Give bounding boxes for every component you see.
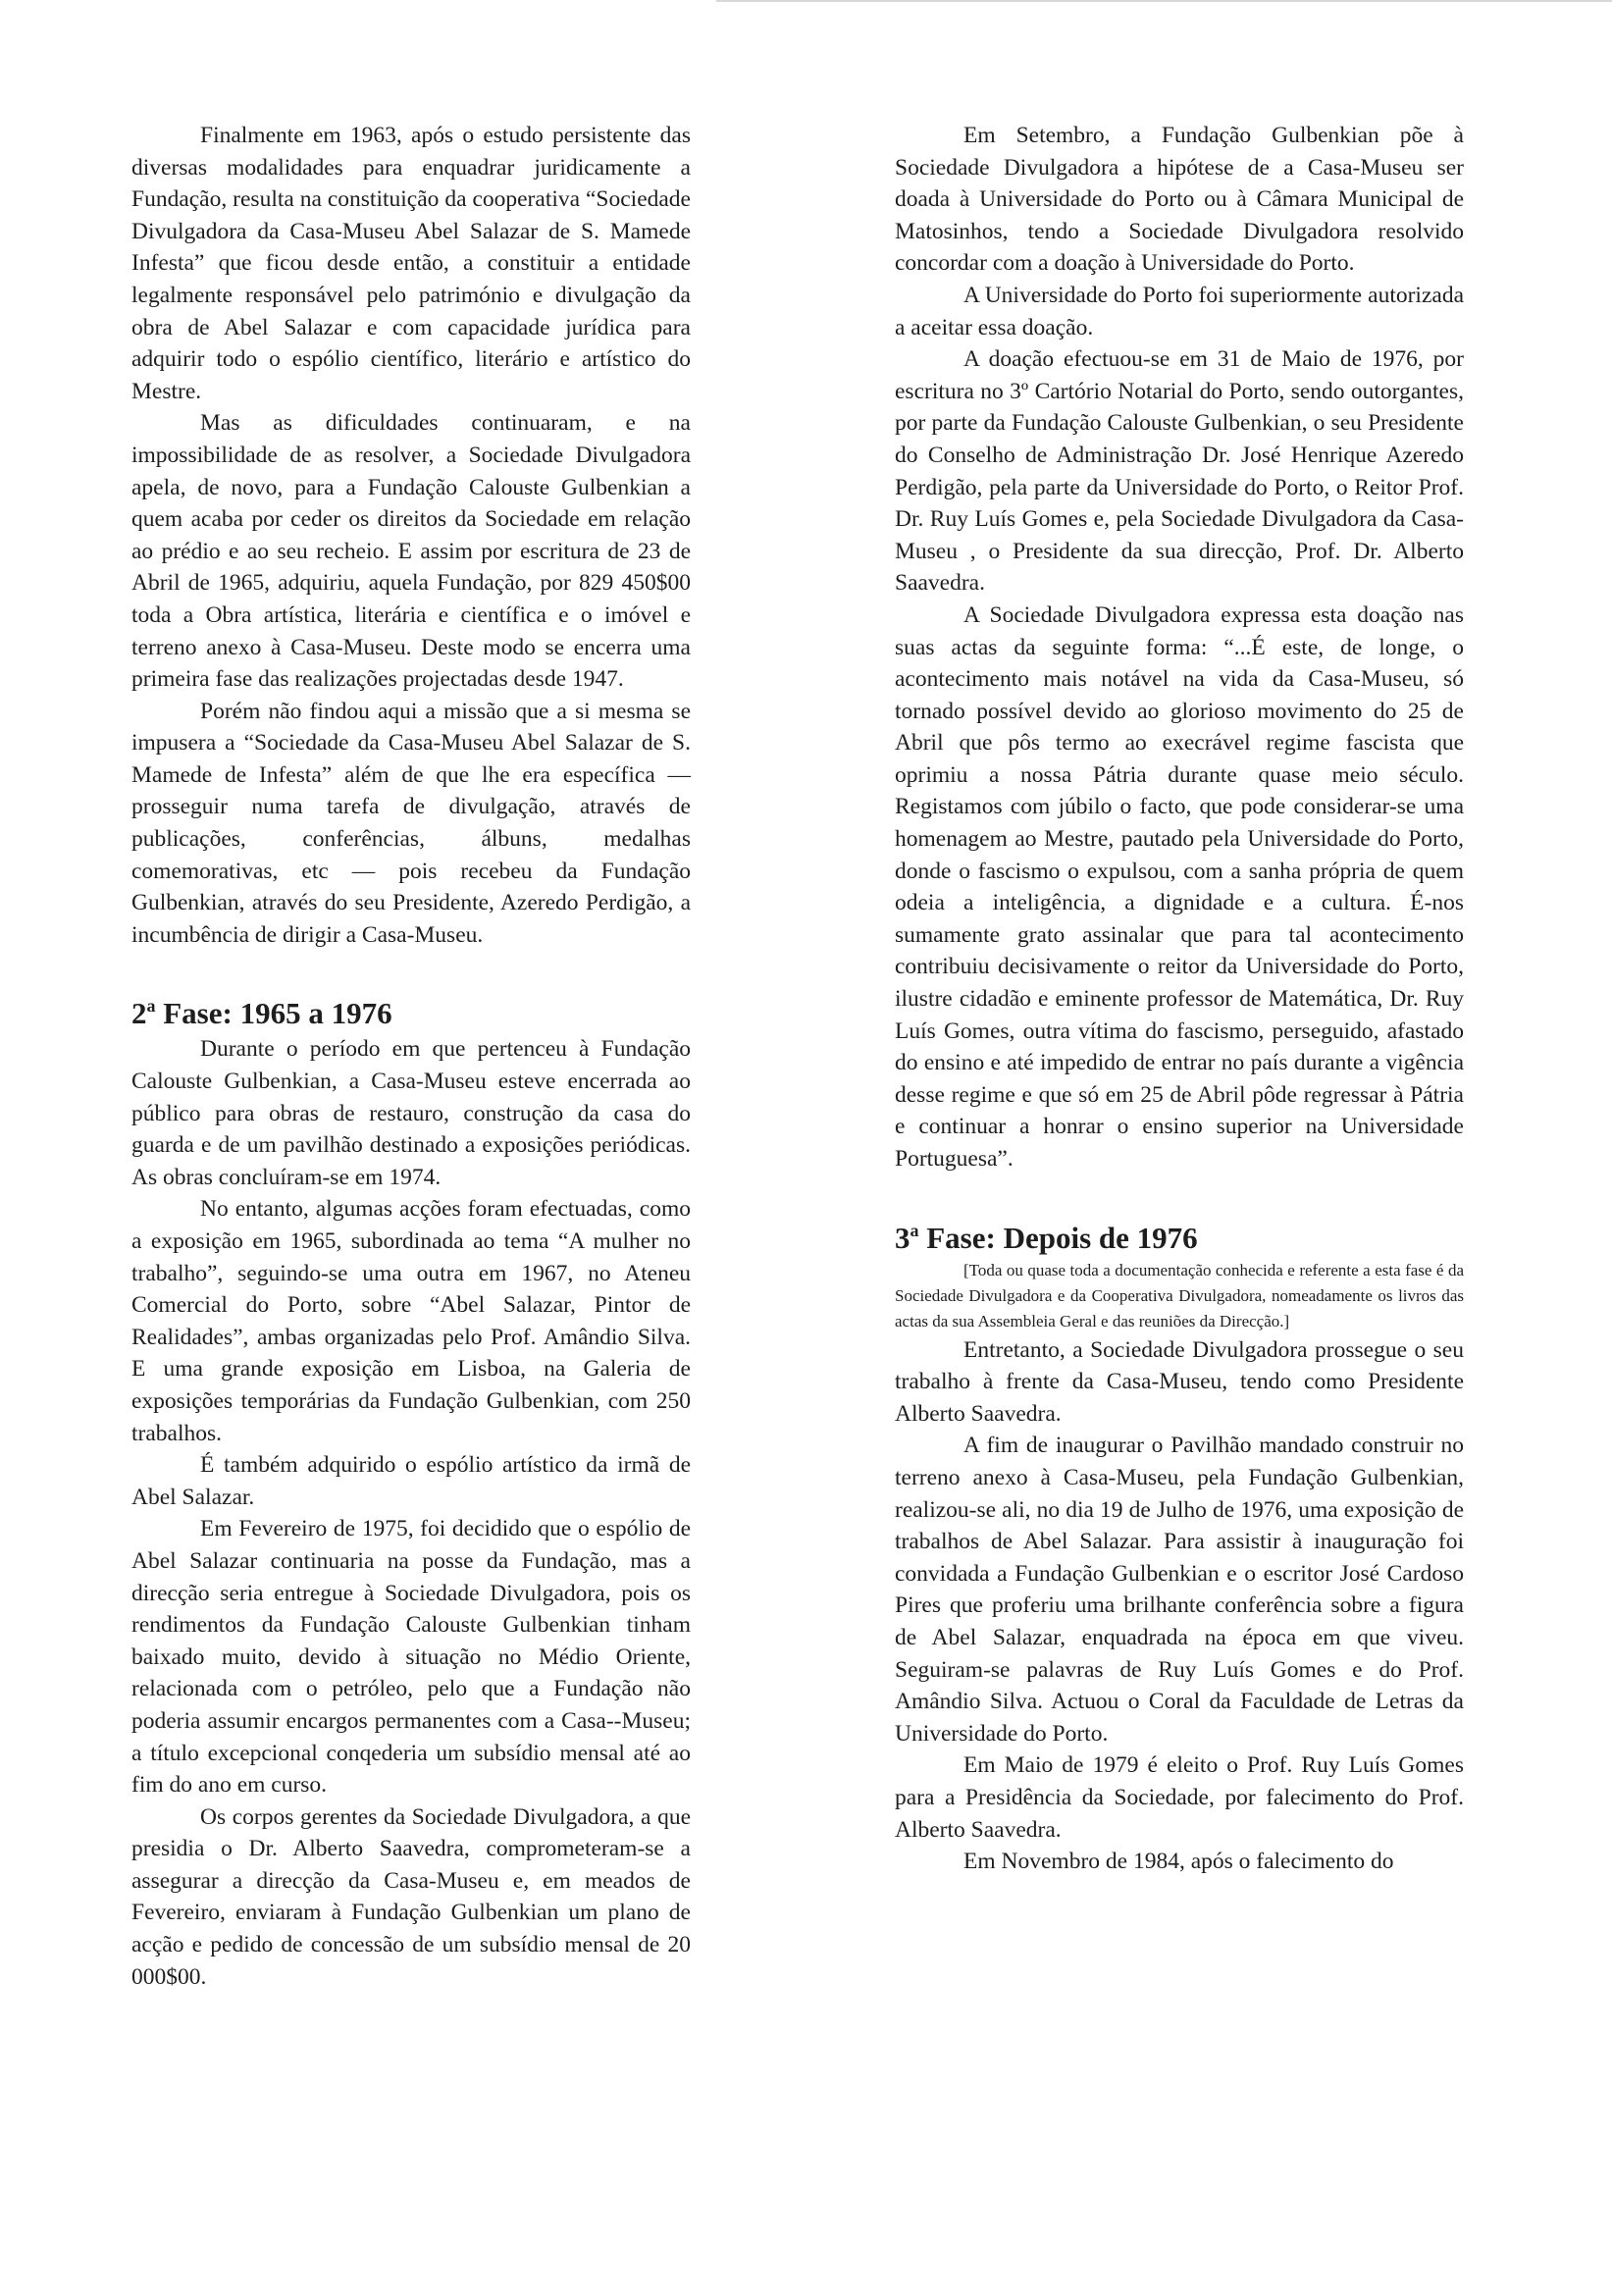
paragraph: Porém não findou aqui a missão que a si mesma se impusera a “Sociedade da Casa-Museu Abel Salazar de S. Mamede de Infesta” além de que lhe era específica — prosseguir numa tarefa de divulgação, através de publicações, conferências, álbuns, medalhas comemorativas, etc — pois recebeu da Fundação Gulbenkian, através do seu Presidente, Azeredo Perdigão, a incumbência de dirigir a Casa-Museu. [131, 698, 691, 948]
section-heading-fase-3 [895, 1211, 1464, 1258]
paragraph: Finalmente em 1963, após o estudo persistente das diversas modalidades para enquadrar juridicamente a Fundação, resulta na constituição da cooperativa “Sociedade Divulgadora da Casa-Museu Abel Salazar de S. Mamede Infesta” que ficou desde então, a constituir a entidade legalmente responsável pelo património e divulgação da obra de Abel Salazar e com capacidade jurídica para adquirir todo o espólio científico, literário e artístico do Mestre. [131, 123, 691, 404]
section-note: [Toda ou quase toda a documentação conhecida e referente a esta fase é da Sociedade Divulgadora e da Cooperativa Divulgadora, nomeadamente os livros das actas da sua Assembleia Geral e das reuniões da Direcção.] [895, 1260, 1464, 1331]
paragraph: Durante o período em que pertenceu à Fundação Calouste Gulbenkian, a Casa-Museu esteve encerrada ao público para obras de restauro, construção da casa do guarda e de um pavilhão destinado a exposições periódicas. As obras concluíram-se em 1974. [131, 1036, 691, 1190]
paragraph: Entretanto, a Sociedade Divulgadora prossegue o seu trabalho à frente da Casa-Museu, tendo como Presidente Alberto Saavedra. [895, 1336, 1464, 1427]
heading-ordinal: a [146, 996, 156, 1017]
paragraph: A Universidade do Porto foi superiormente autorizada a aceitar essa doação. [895, 282, 1464, 340]
paragraph: É também adquirido o espólio artístico da irmã de Abel Salazar. [131, 1452, 691, 1510]
heading-number: 2 [131, 996, 147, 1031]
heading-text: Fase: 1965 a 1976 [155, 996, 392, 1031]
heading-number: 3 [895, 1220, 910, 1255]
section-heading-fase-2 [131, 986, 691, 1033]
paragraph: Mas as dificuldades continuaram, e na impossibilidade de as resolver, a Sociedade Divulgadora apela, de novo, para a Fundação Calouste Gulbenkian a quem acaba por ceder os direitos da Sociedade em relação ao prédio e ao seu recheio. E assim por escritura de 23 de Abril de 1965, adquiriu, aquela Fundação, por 829 450$00 toda a Obra artística, literária e científica e o imóvel e terreno anexo à Casa-Museu. Deste modo se encerra uma primeira fase das realizações projectadas desde 1947. [131, 410, 691, 693]
heading-text: Fase: Depois de 1976 [918, 1220, 1198, 1255]
left-column [131, 120, 691, 1993]
paragraph: Os corpos gerentes da Sociedade Divulgadora, a que presidia o Dr. Alberto Saavedra, comprometeram-se a assegurar a direcção da Casa-Museu e, em meados de Fevereiro, enviaram à Fundação Gulbenkian um plano de acção e pedido de concessão de um subsídio mensal de 20 000$00. [131, 1803, 691, 1990]
paragraph: Em Maio de 1979 é eleito o Prof. Ruy Luís Gomes para a Presidência da Sociedade, por falecimento do Prof. Alberto Saavedra. [895, 1752, 1464, 1843]
paragraph: Em Setembro, a Fundação Gulbenkian põe à Sociedade Divulgadora a hipótese de a Casa-Museu ser doada à Universidade do Porto ou à Câmara Municipal de Matosinhos, tendo a Sociedade Divulgadora resolvido concordar com a doação à Universidade do Porto. [895, 123, 1464, 277]
paragraph: Em Fevereiro de 1975, foi decidido que o espólio de Abel Salazar continuaria na posse da Fundação, mas a direcção seria entregue à Sociedade Divulgadora, pois os rendimentos da Fundação Calouste Gulbenkian tinham baixado muito, devido à situação no Médio Oriente, relacionada com o petróleo, pelo que a Fundação não poderia assumir encargos permanentes com a Casa--Museu; a título excepcional conqederia um subsídio mensal até ao fim do ano em curso. [131, 1516, 691, 1799]
heading-ordinal: a [910, 1220, 919, 1240]
right-column [895, 120, 1464, 1878]
paragraph: A doação efectuou-se em 31 de Maio de 1976, por escritura no 3º Cartório Notarial do Porto, sendo outorgantes, por parte da Fundação Calouste Gulbenkian, o seu Presidente do Conselho de Administração Dr. José Henrique Azeredo Perdigão, pela parte da Universidade do Porto, o Reitor Prof. Dr. Ruy Luís Gomes e, pela Sociedade Divulgadora da Casa-Museu , o Presidente da sua direcção, Prof. Dr. Alberto Saavedra. [895, 346, 1464, 597]
scan-top-edge [716, 0, 1612, 2]
paragraph: A fim de inaugurar o Pavilhão mandado construir no terreno anexo à Casa-Museu, pela Fundação Gulbenkian, realizou-se ali, no dia 19 de Julho de 1976, uma exposição de trabalhos de Abel Salazar. Para assistir à inauguração foi convidada a Fundação Gulbenkian e o escritor José Cardoso Pires que proferiu uma brilhante conferência sobre a figura de Abel Salazar, enquadrada na época em que viveu. Seguiram-se palavras de Ruy Luís Gomes e do Prof. Amândio Silva. Actuou o Coral da Faculdade de Letras da Universidade do Porto. [895, 1433, 1464, 1747]
paragraph: Em Novembro de 1984, após o falecimento do [963, 1849, 1394, 1875]
paragraph: No entanto, algumas acções foram efectuadas, como a exposição em 1965, subordinada ao tema “A mulher no trabalho”, seguindo-se uma outra em 1967, no Ateneu Comercial do Porto, sobre “Abel Salazar, Pintor de Realidades”, ambas organizadas pelo Prof. Amândio Silva. E uma grande exposição em Lisboa, na Galeria de exposições temporárias da Fundação Gulbenkian, com 250 trabalhos. [131, 1196, 691, 1446]
paragraph: A Sociedade Divulgadora expressa esta doação nas suas actas da seguinte forma: “...É este, de longe, o acontecimento mais notável na vida da Casa-Museu, só tornado possível devido ao glorioso movimento do 25 de Abril que pôs termo ao execrável regime fascista que oprimiu a nossa Pátria durante quase meio século. Registamos com júbilo o facto, que pode considerar-se uma homenagem ao Mestre, pautado pela Universidade do Porto, donde o fascismo o expulsou, com a sanha própria de quem odeia a inteligência, a dignidade e a cultura. É-nos sumamente grato assinalar que para tal acontecimento contribuiu decisivamente o reitor da Universidade do Porto, ilustre cidadão e eminente professor de Matemática, Dr. Ruy Luís Gomes, outra vítima do fascismo, perseguido, afastado do ensino e até impedido de entrar no país durante a vigência desse regime e que só em 25 de Abril pôde regressar à Pátria e continuar a honrar o ensino superior na Universidade Portuguesa”. [895, 601, 1464, 1172]
